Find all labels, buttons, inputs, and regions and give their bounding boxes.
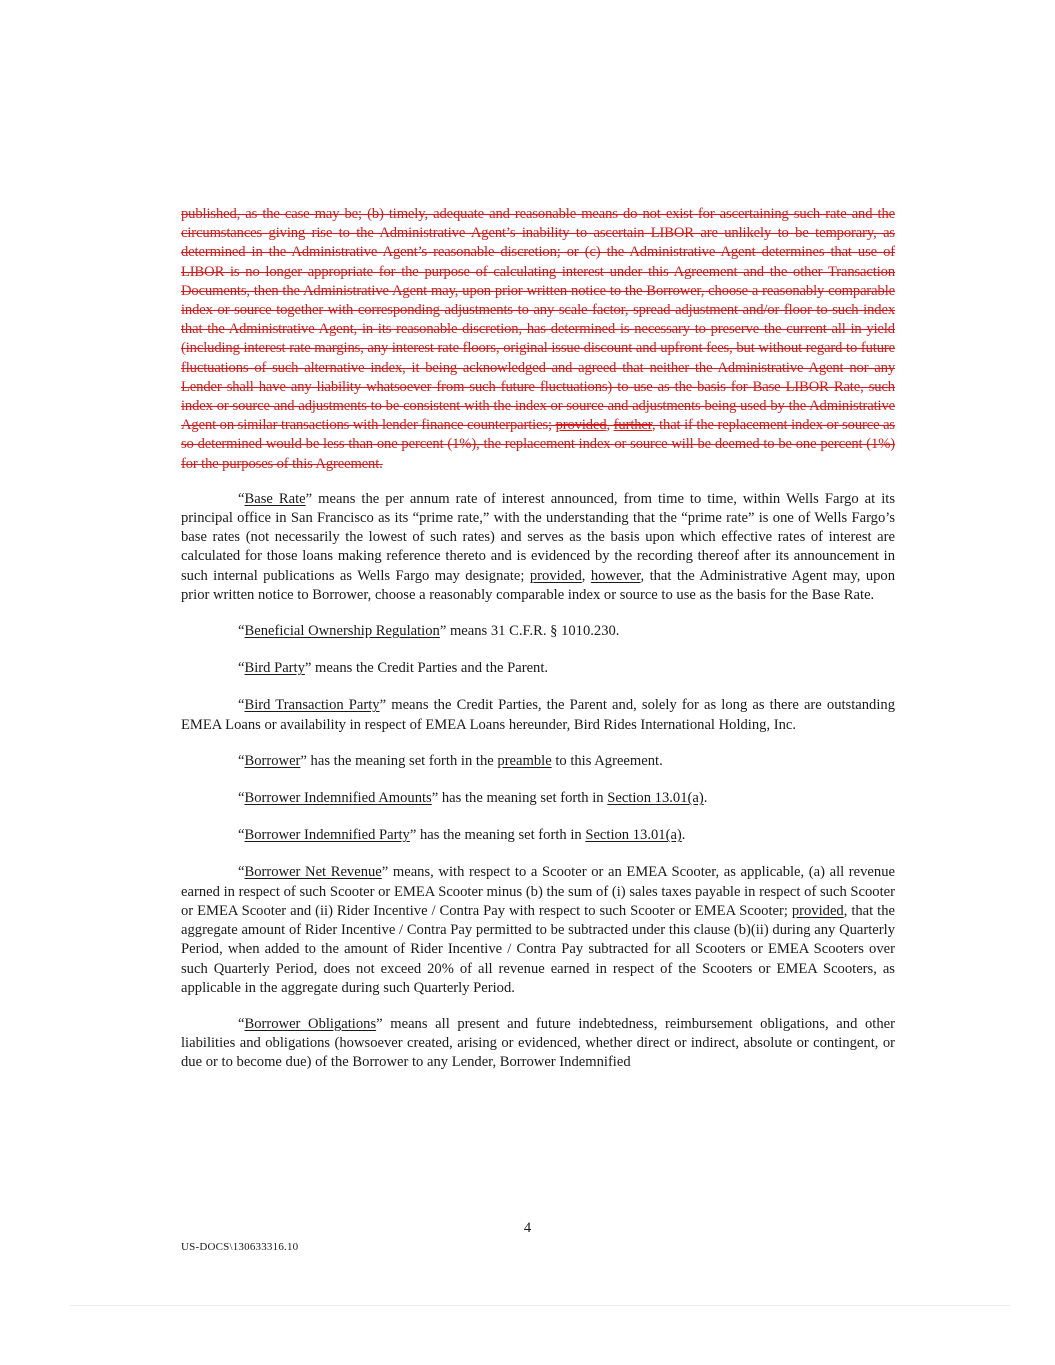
open-quote: “ bbox=[238, 790, 245, 807]
deleted-provided: provided bbox=[555, 417, 607, 434]
document-id: US-DOCS\130633316.10 bbox=[181, 1241, 299, 1253]
preamble-reference: preamble bbox=[497, 752, 552, 769]
definition-borrower-obligations bbox=[181, 1015, 895, 1073]
definition-text: ” means all present and future indebtedness, reimbursement obligations, and other liabilities and obligations (howsoever created, arising or evidenced, whether direct or indirect, absolute or contingent, or due or to become due) of the Borrower to any Lender, Borrower Indemnified bbox=[181, 1015, 895, 1071]
definition-bird-transaction-party bbox=[181, 696, 895, 734]
defined-term: Bird Party bbox=[244, 660, 305, 677]
deleted-text: published, as the case may be; (b) timely, adequate and reasonable means do not exist for ascertaining such rate and the circumstances giving rise to the Administrative Agent’s inability to ascertain LIBOR are unlikely to be temporary, as determined in the Administrative Agent’s reasonable discretion; or (c) the Administrative Agent determines that use of LIBOR is no longer appropriate for the purpose of calculating interest under this Agreement and the other Transaction Documents, then the Administrative Agent may, upon prior written notice to the Borrower, choose a reasonably comparable index or source together with corresponding adjustments to any scale factor, spread adjustment and/or floor to such index that the Administrative Agent, in its reasonable discretion, has determined is necessary to preserve the current all-in yield (including interest rate margins, any interest rate floors, original issue discount and upfront fees, but without regard to future fluctuations of such alternative index, it being acknowledged and agreed that neither the Administrative Agent nor any Lender shall have any liability whatsoever from such future fluctuations) to use as the basis for Base LIBOR Rate, such index or source and adjustments to be consistent with the index or source and adjustments being used by the Administrative Agent on similar transactions with lender finance counterparties; bbox=[181, 206, 895, 434]
open-quote: “ bbox=[238, 490, 245, 507]
open-quote: “ bbox=[238, 660, 245, 677]
deleted-comma: , bbox=[606, 417, 614, 434]
definition-text: ” means 31 C.F.R. § 1010.230. bbox=[439, 623, 620, 640]
definition-text: ” means, with respect to a Scooter or an EMEA Scooter, as applicable, (a) all revenue earned in respect of such Scooter or EMEA Scooter minus (b) the sum of (i) sales taxes payable in respect of such Scooter or EMEA Scooter and (ii) Rider Incentive / Contra Pay with respect to such Scooter or EMEA Scooter; bbox=[181, 864, 895, 919]
definition-bird-party bbox=[181, 659, 895, 678]
definition-base-rate bbox=[181, 490, 895, 605]
definition-text: ” means the Credit Parties, the Parent and, solely for as long as there are outstanding EMEA Loans or availability in respect of EMEA Loans hereunder, Bird Rides International Holding, Inc. bbox=[181, 697, 896, 733]
section-reference: Section 13.01(a) bbox=[585, 827, 682, 844]
open-quote: “ bbox=[238, 1015, 245, 1032]
definition-text: ” means the per annum rate of interest announced, from time to time, within Wells Fargo at its principal office in San Francisco as its “prime rate,” with the understanding that the “prime rate” is one of Wells Fargo’s base rates (not necessarily the lowest of such rates) and serves as the basis upon which effective rates of interest are calculated for those loans making reference thereto and is evidenced by the recording thereof after its announcement in such internal publications as Wells Fargo may designate; bbox=[181, 490, 896, 584]
definition-text-end: , that the aggregate amount of Rider Incentive / Contra Pay permitted to be subtracted under this clause (b)(ii) during any Quarterly Period, when added to the amount of Rider Incentive / Contra Pay subtracted for all Scooters or EMEA Scooters over such Quarterly Period, does not exceed 20% of all revenue earned in respect of the Scooters or EMEA Scooters, as applicable in the aggregate during such Quarterly Period. bbox=[181, 902, 895, 996]
definition-text-end: , that the Administrative Agent may, upon prior written notice to Borrower, choose a reasonably comparable index or source to use as the basis for the Base Rate. bbox=[181, 567, 896, 603]
open-quote: “ bbox=[238, 864, 245, 881]
defined-term: Borrower Net Revenue bbox=[244, 864, 382, 881]
scan-edge-divider bbox=[70, 1305, 1010, 1306]
defined-term: Borrower Indemnified Amounts bbox=[244, 790, 432, 807]
definition-text: ” has the meaning set forth in the bbox=[300, 752, 498, 769]
definition-text: ” has the meaning set forth in bbox=[409, 827, 586, 844]
definition-borrower-indemnified-party bbox=[181, 826, 895, 845]
open-quote: “ bbox=[238, 697, 245, 714]
deleted-further: further bbox=[613, 417, 652, 434]
defined-term: Base Rate bbox=[244, 490, 306, 507]
definition-borrower-indemnified-amounts bbox=[181, 789, 895, 808]
defined-term: Borrower Indemnified Party bbox=[244, 827, 410, 844]
definition-borrower-net-revenue bbox=[181, 863, 895, 997]
deleted-libor-paragraph bbox=[181, 205, 895, 474]
open-quote: “ bbox=[238, 623, 245, 640]
definition-text-end: . bbox=[681, 827, 686, 844]
provided-term: provided bbox=[529, 567, 582, 584]
open-quote: “ bbox=[238, 752, 245, 769]
definition-text-end: to this Agreement. bbox=[551, 752, 663, 769]
defined-term: Borrower Obligations bbox=[244, 1015, 377, 1032]
definition-text-end: . bbox=[703, 790, 708, 807]
provided-term: provided bbox=[791, 902, 844, 919]
defined-term: Borrower bbox=[244, 752, 301, 769]
page-body bbox=[181, 205, 895, 1090]
definition-comma: , bbox=[581, 567, 591, 584]
defined-term: Beneficial Ownership Regulation bbox=[244, 623, 440, 640]
defined-term: Bird Transaction Party bbox=[244, 697, 380, 714]
definition-text: ” means the Credit Parties and the Parent. bbox=[304, 660, 549, 677]
page-number: 4 bbox=[523, 1220, 532, 1236]
open-quote: “ bbox=[238, 827, 245, 844]
deleted-text-end: , that if the replacement index or source as so determined would be less than one percent (1%), the replacement index or source will be deemed to be one percent (1%) for the purposes of this Agreement. bbox=[181, 417, 895, 472]
definition-borrower bbox=[181, 752, 895, 771]
definition-beneficial-ownership-regulation bbox=[181, 622, 895, 641]
however-term: however bbox=[590, 567, 641, 584]
definition-text: ” has the meaning set forth in bbox=[431, 790, 608, 807]
section-reference: Section 13.01(a) bbox=[607, 790, 704, 807]
